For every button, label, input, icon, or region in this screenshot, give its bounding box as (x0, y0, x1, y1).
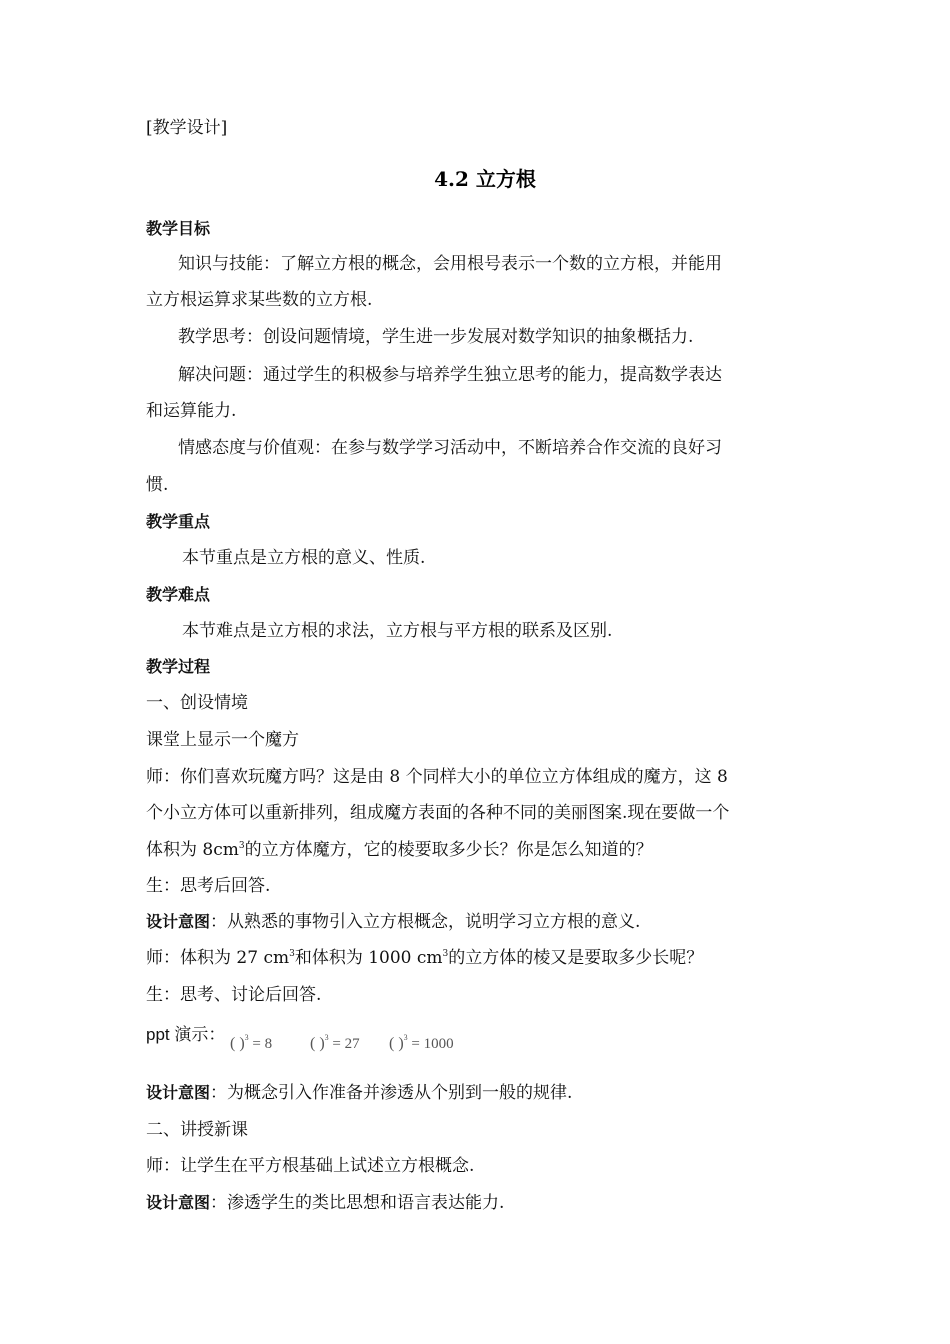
ppt-equation-1 (230, 1034, 272, 1054)
objective-problem-line1: 解决问题：通过学生的积极参与培养学生独立思考的能力，提高数学表达 (178, 365, 722, 385)
design-intent-text: ：渗透学生的类比思想和语言表达能力. (210, 1193, 505, 1213)
objective-problem-line2: 和运算能力. (146, 401, 237, 421)
design-intent-text: ：从熟悉的事物引入立方根概念，说明学习立方根的意义. (210, 912, 641, 932)
design-intent-1 (146, 911, 640, 933)
objective-knowledge-line1: 知识与技能：了解立方根的概念，会用根号表示一个数的立方根，并能用 (178, 254, 722, 274)
teacher1-line2: 个小立方体可以重新排列，组成魔方表面的各种不同的美丽图案.现在要做一个 (146, 803, 730, 823)
cube-exponent: 3 (238, 841, 245, 851)
teacher2-post: 的立方体的棱又是要取多少长呢？ (448, 948, 704, 968)
blank-paren: ( ) (389, 1035, 404, 1052)
difficulties-text: 本节难点是立方根的求法，立方根与平方根的联系及区别. (182, 621, 613, 641)
objective-knowledge-line2: 立方根运算求某些数的立方根. (146, 290, 373, 310)
blank-paren: ( ) (310, 1035, 325, 1052)
teacher1-line3 (146, 839, 653, 861)
part2-heading: 二、讲授新课 (146, 1120, 248, 1140)
part1-intro: 课堂上显示一个魔方 (146, 730, 299, 750)
teacher1-line1: 师：你们喜欢玩魔方吗？这是由 8 个同样大小的单位立方体组成的魔方，这 8 (146, 767, 728, 787)
exponent: 3 (403, 1033, 408, 1042)
objectives-heading: 教学目标 (146, 219, 211, 238)
exponent: 3 (244, 1033, 249, 1042)
design-intent-3 (146, 1192, 504, 1214)
design-intent-label: 设计意图 (146, 1083, 211, 1102)
part1-heading: 一、创设情境 (146, 693, 248, 713)
teacher2-mid: 和体积为 1000 cm (294, 948, 443, 968)
key-points-heading: 教学重点 (146, 512, 211, 531)
document-title: 4.2 立方根 (434, 167, 536, 191)
design-intent-label: 设计意图 (146, 1193, 211, 1212)
blank-paren: ( ) (230, 1035, 245, 1052)
cube-exponent: 3 (442, 949, 449, 959)
part2-teacher: 师：让学生在平方根基础上试述立方根概念. (146, 1156, 475, 1176)
teacher1-line3-post: 的立方体魔方，它的棱要取多少长？你是怎么知道的？ (244, 840, 653, 860)
teacher1-line3-pre: 体积为 8cm (146, 840, 239, 860)
design-intent-label: 设计意图 (146, 912, 211, 931)
student2: 生：思考、讨论后回答. (146, 985, 322, 1005)
design-intent-2 (146, 1082, 572, 1104)
equation-rhs: = 8 (252, 1036, 273, 1052)
exponent: 3 (324, 1033, 329, 1042)
objective-attitude-line1: 情感态度与价值观：在参与数学学习活动中，不断培养合作交流的良好习 (178, 438, 722, 458)
cube-exponent: 3 (289, 949, 295, 959)
ppt-equation-3 (389, 1034, 454, 1054)
student1: 生：思考后回答. (146, 876, 271, 896)
equation-rhs: = 1000 (411, 1036, 454, 1052)
equation-rhs: = 27 (332, 1036, 360, 1052)
objective-attitude-line2: 惯. (146, 475, 169, 495)
process-heading: 教学过程 (146, 657, 211, 676)
teacher2-pre: 师：体积为 27 cm (146, 948, 290, 968)
ppt-equation-2 (310, 1034, 360, 1054)
ppt-label: ppt 演示： (146, 1025, 226, 1044)
teacher2 (146, 947, 703, 969)
document-label: [教学设计] (146, 118, 228, 138)
difficulties-heading: 教学难点 (146, 585, 211, 604)
key-points-text: 本节重点是立方根的意义、性质. (182, 548, 426, 568)
design-intent-text: ：为概念引入作准备并渗透从个别到一般的规律. (210, 1083, 573, 1103)
objective-thinking: 教学思考：创设问题情境，学生进一步发展对数学知识的抽象概括力. (178, 327, 694, 347)
